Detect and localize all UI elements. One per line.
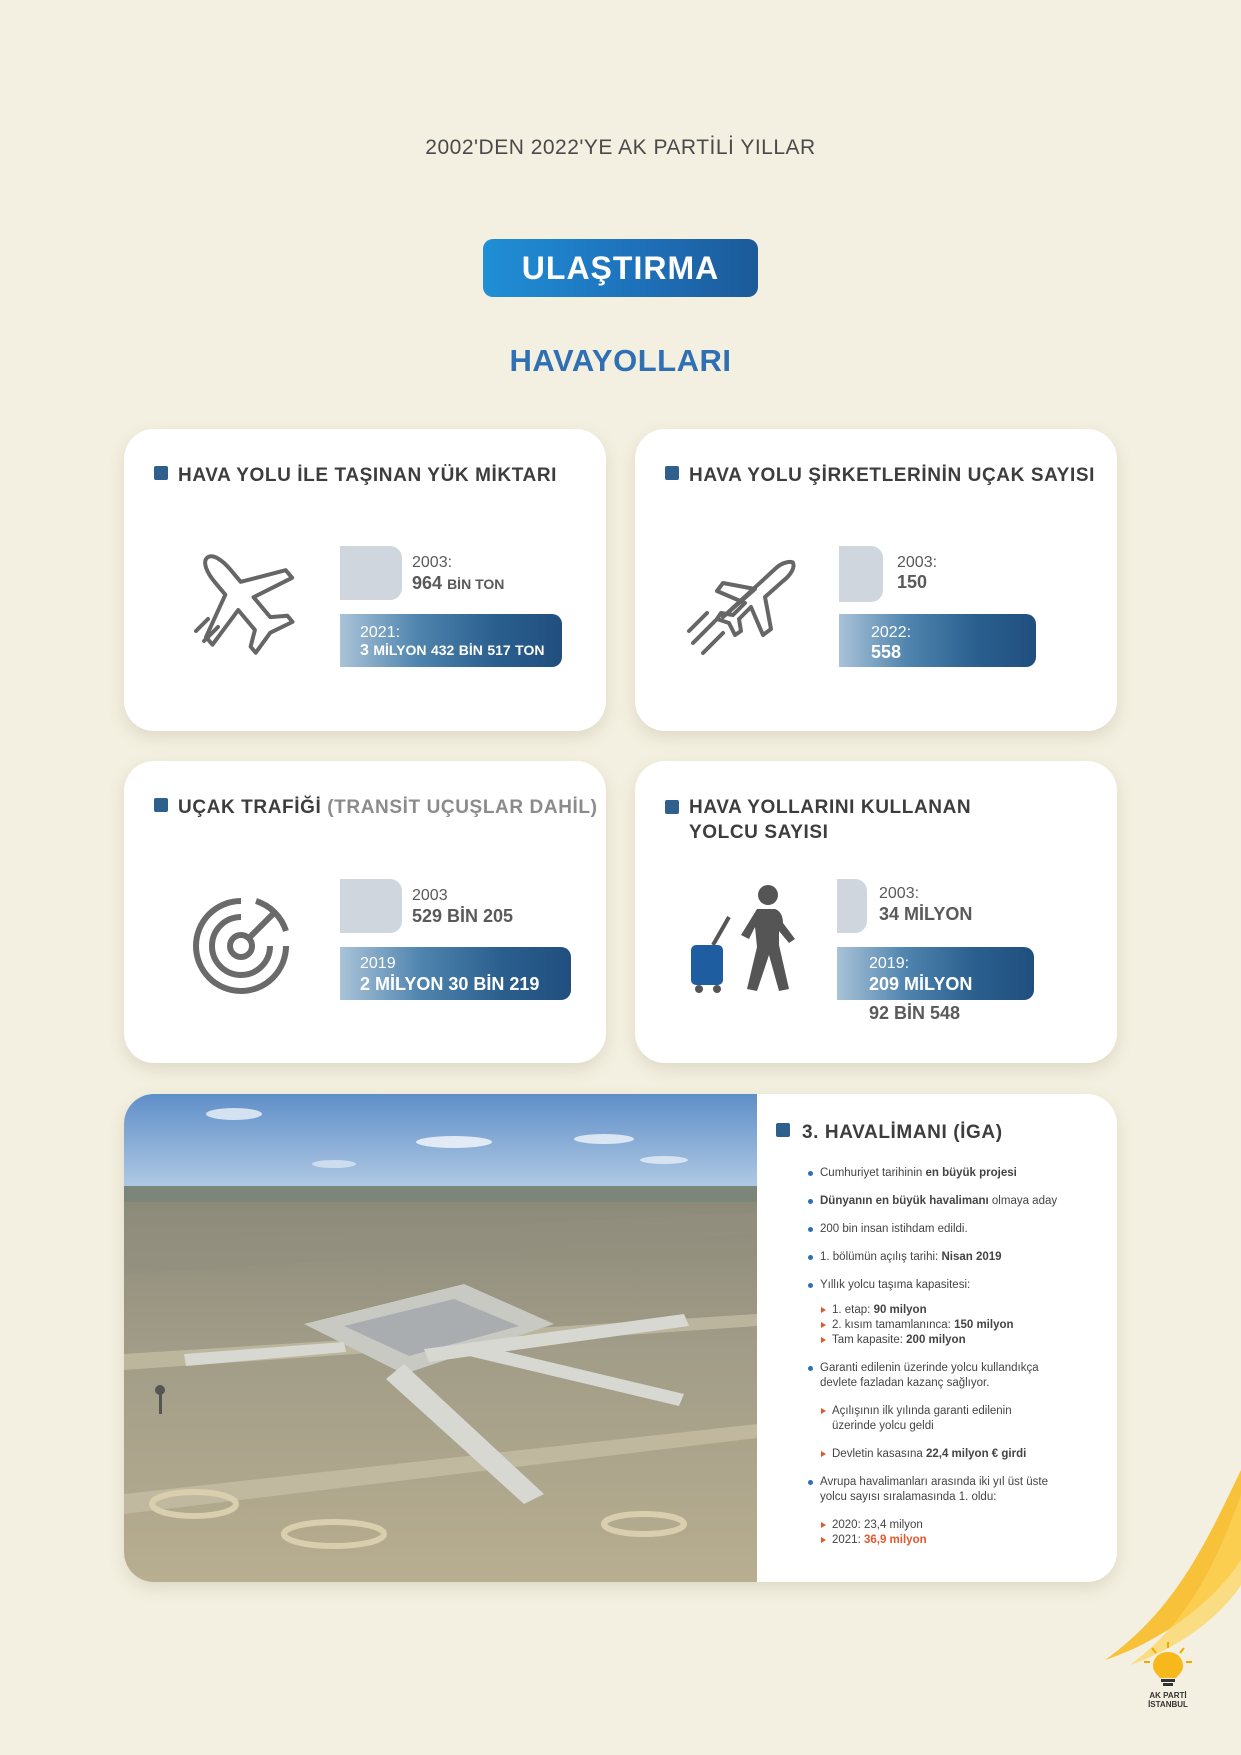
- list-item: Yıllık yolcu taşıma kapasitesi:: [808, 1278, 1088, 1293]
- radar-icon: [186, 891, 296, 1006]
- traffic-after-value: 2 MİLYON 30 BİN 219: [360, 974, 540, 994]
- passengers-after-year: 2019:: [869, 955, 910, 972]
- sub-list-item: 2020: 23,4 milyon: [808, 1518, 1088, 1533]
- fleet-before-value: 150: [897, 572, 928, 592]
- fleet-card: [635, 429, 1117, 731]
- bullet-square-icon: [665, 800, 679, 814]
- before-bar: [839, 546, 883, 602]
- passengers-card-title: HAVA YOLLARINI KULLANAN YOLCU SAYISI: [665, 795, 971, 845]
- airport-card: [124, 1094, 1117, 1582]
- istanbul-airport-aerial-photo: [124, 1094, 757, 1582]
- airplane-icon: [182, 539, 302, 664]
- bullet-square-icon: [154, 798, 168, 812]
- traveler-luggage-icon: [683, 883, 803, 1000]
- before-bar: [340, 879, 402, 933]
- after-bar: [839, 614, 1036, 667]
- cargo-after-year: 2021:: [360, 624, 401, 641]
- traffic-card: [124, 761, 606, 1063]
- passengers-after-extra: 92 BİN 548: [869, 1003, 961, 1023]
- sub-list-item: Tam kapasite: 200 milyon: [808, 1333, 1088, 1348]
- passengers-before-value: 34 MİLYON: [879, 904, 973, 924]
- fleet-after-year: 2022:: [871, 624, 912, 641]
- traffic-after-year: 2019: [360, 955, 396, 972]
- fleet-after-value: 558: [871, 642, 902, 662]
- airport-facts-list: [808, 1166, 1088, 1548]
- sub-list-item: 2. kısım tamamlanınca: 150 milyon: [808, 1318, 1088, 1333]
- traffic-before-value: 529 BİN 205: [412, 906, 514, 926]
- airport-card-title: 3. HAVALİMANI (İGA): [776, 1122, 1003, 1144]
- subsection-title: HAVAYOLLARI: [509, 343, 732, 378]
- bullet-square-icon: [776, 1123, 790, 1137]
- cargo-card: [124, 429, 606, 731]
- ak-parti-istanbul-logo: [1128, 1640, 1208, 1709]
- plane-takeoff-icon: [683, 549, 803, 664]
- sub-list-item: Açılışının ilk yılında garanti edilenin üzerinde yolcu geldi: [808, 1404, 1088, 1434]
- sub-list-item: 2021: 36,9 milyon: [808, 1533, 1088, 1548]
- passengers-card: [635, 761, 1117, 1063]
- traffic-before-year: 2003: [412, 887, 448, 904]
- cargo-before-year: 2003:: [412, 554, 453, 571]
- list-item: 1. bölümün açılış tarihi: Nisan 2019: [808, 1250, 1088, 1265]
- list-item: Avrupa havalimanları arasında iki yıl üst üste yolcu sayısı sıralamasında 1. oldu:: [808, 1475, 1088, 1505]
- logo-line-1: AK PARTİ: [1149, 1691, 1187, 1700]
- fleet-before-year: 2003:: [897, 554, 938, 571]
- passengers-before-year: 2003:: [879, 885, 920, 902]
- logo-line-2: İSTANBUL: [1148, 1700, 1188, 1709]
- section-title-badge: ULAŞTIRMA: [483, 239, 758, 297]
- passengers-after-value: 209 MİLYON: [869, 974, 973, 994]
- fleet-card-title: HAVA YOLU ŞİRKETLERİNİN UÇAK SAYISI: [665, 463, 1095, 488]
- bullet-square-icon: [154, 466, 168, 480]
- list-item: Garanti edilenin üzerinde yolcu kullandıkça devlete fazladan kazanç sağlıyor.: [808, 1361, 1088, 1391]
- page-header-title: 2002'DEN 2022'YE AK PARTİLİ YILLAR: [425, 136, 816, 159]
- list-item: 200 bin insan istihdam edildi.: [808, 1222, 1088, 1237]
- sub-list-item: Devletin kasasına 22,4 milyon € girdi: [808, 1447, 1088, 1462]
- traffic-card-title: UÇAK TRAFİĞİ (TRANSİT UÇUŞLAR DAHİL): [154, 795, 598, 820]
- sub-list-item: 1. etap: 90 milyon: [808, 1303, 1088, 1318]
- cargo-before-value: 964 BİN TON: [412, 573, 505, 593]
- lightbulb-icon: [1138, 1640, 1198, 1686]
- list-item: Cumhuriyet tarihinin en büyük projesi: [808, 1166, 1088, 1181]
- before-bar: [837, 879, 867, 933]
- cargo-card-title: HAVA YOLU İLE TAŞINAN YÜK MİKTARI: [154, 463, 557, 488]
- before-bar: [340, 546, 402, 600]
- list-item: Dünyanın en büyük havalimanı olmaya aday: [808, 1194, 1088, 1209]
- cargo-after-value: 3 MİLYON 432 BİN 517 TON: [360, 642, 545, 659]
- bullet-square-icon: [665, 466, 679, 480]
